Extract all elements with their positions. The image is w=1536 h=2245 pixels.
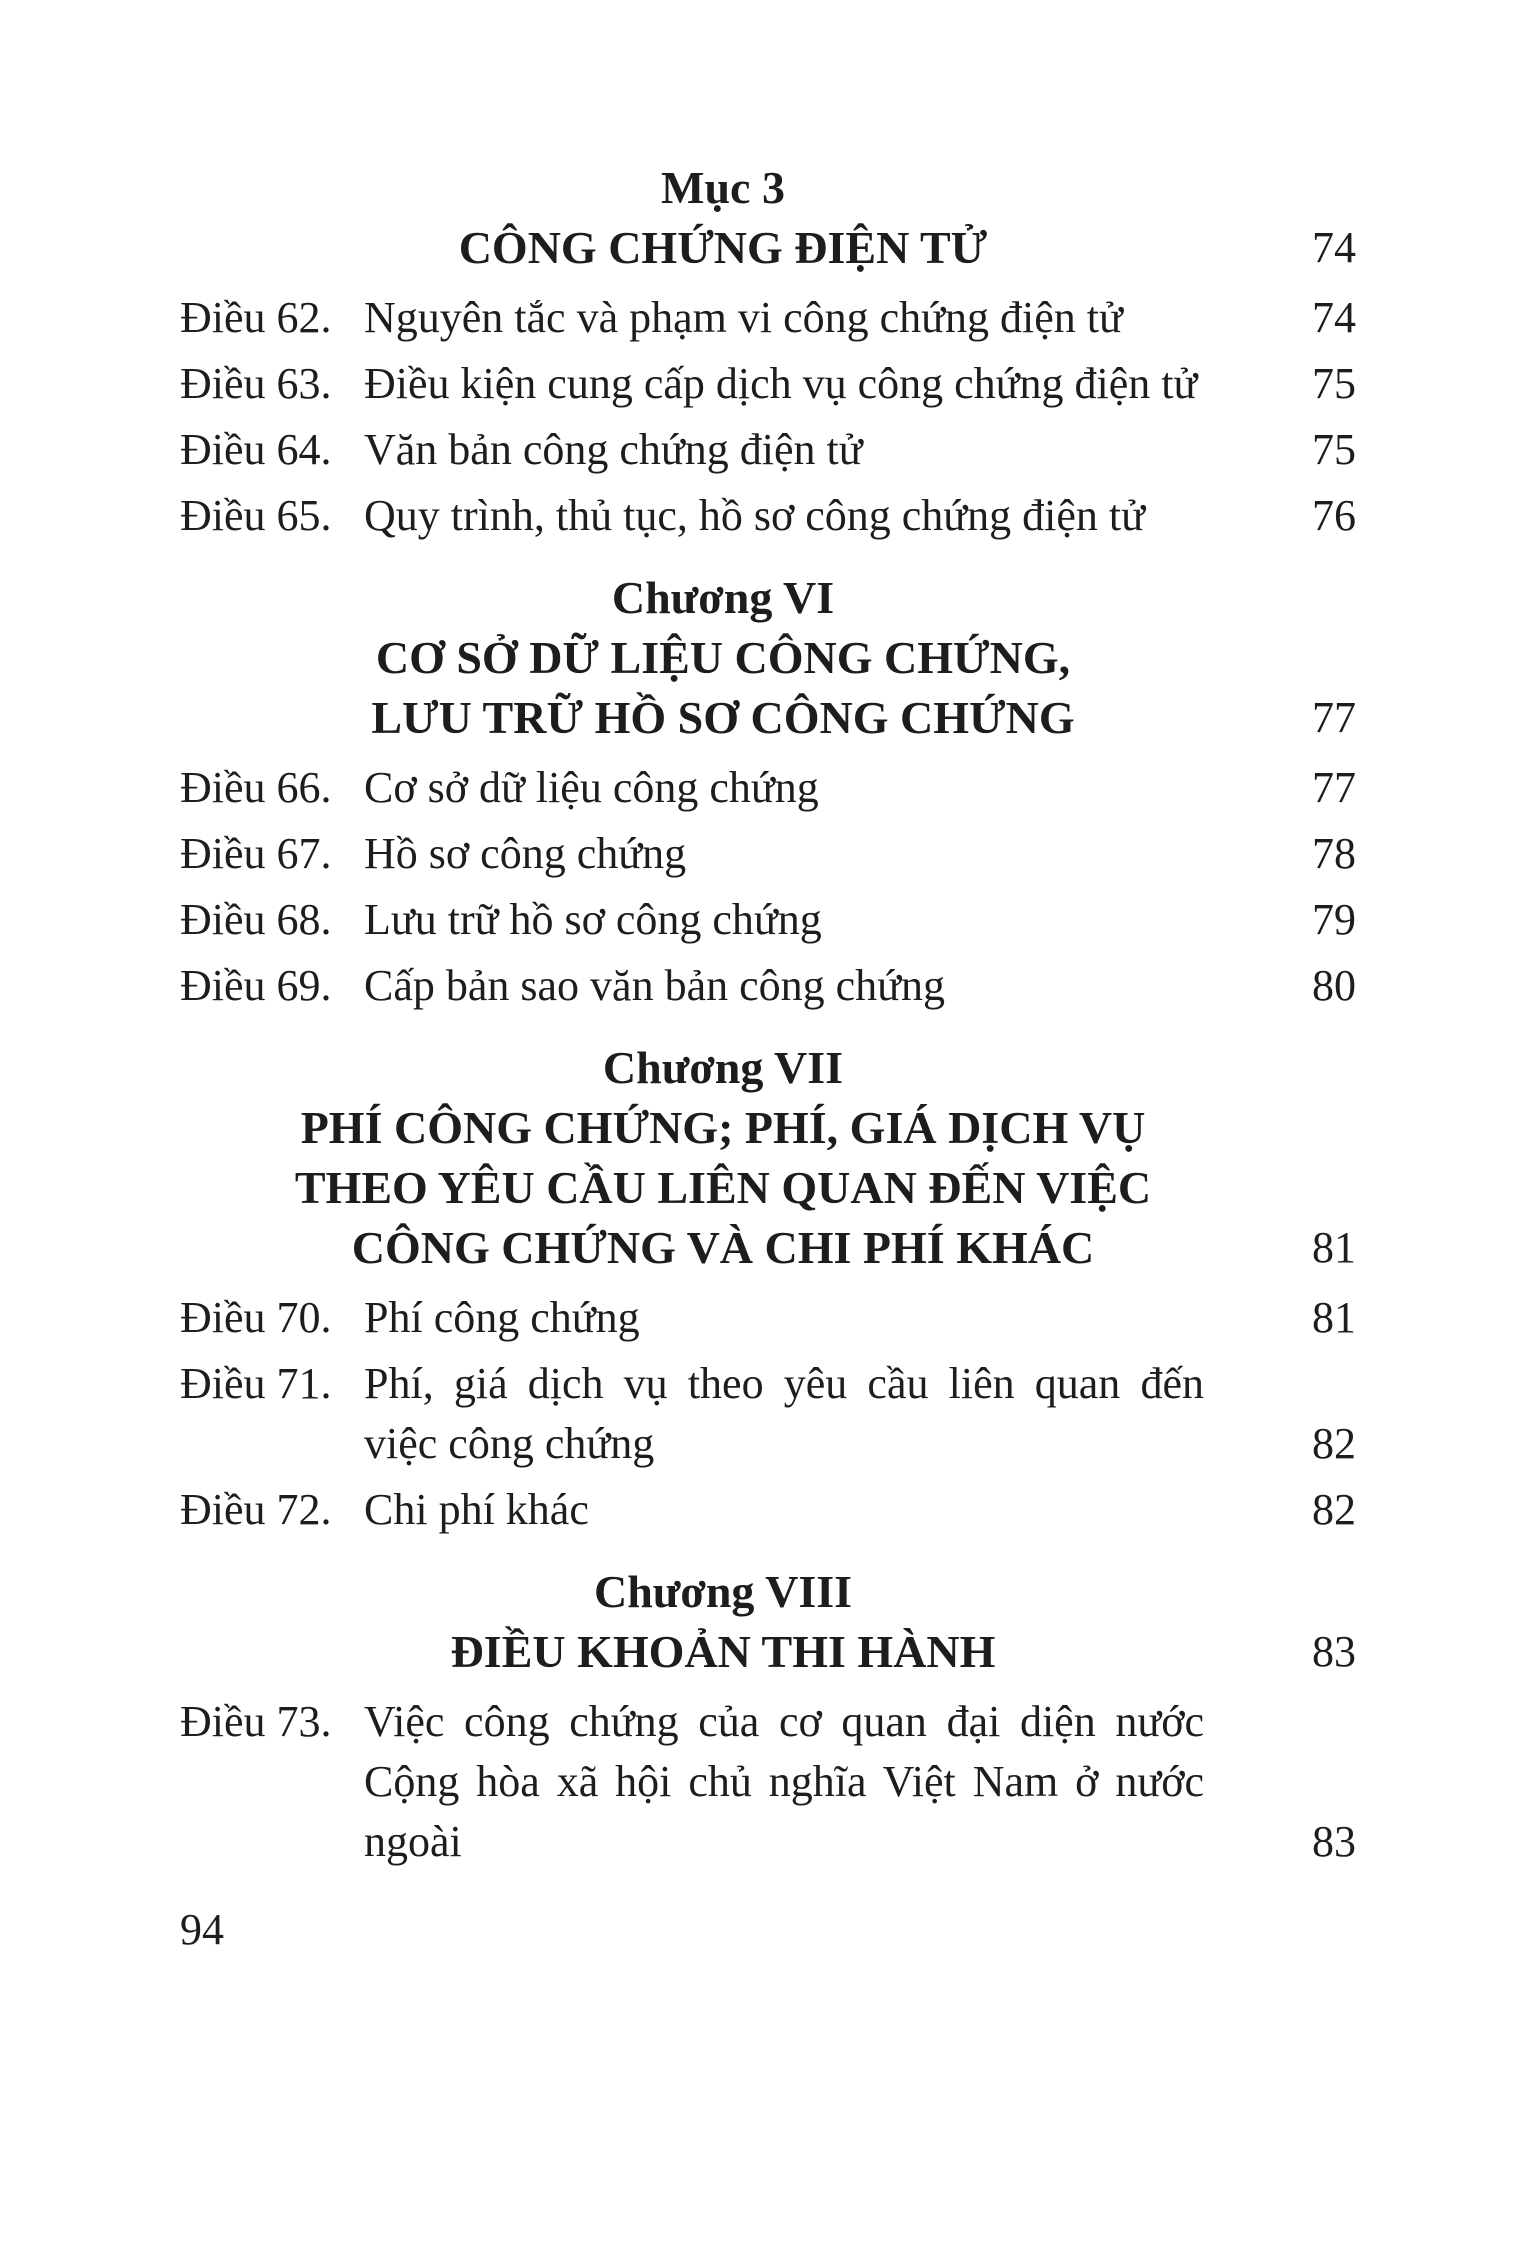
- section-title-line: ĐIỀU KHOẢN THI HÀNH: [450, 1626, 996, 1677]
- entry-page-number: 77: [1312, 763, 1356, 812]
- section-heading: [180, 1622, 1356, 1682]
- section-kicker: Chương VII: [602, 1042, 844, 1093]
- section-title-line: CÔNG CHỨNG ĐIỆN TỬ: [458, 222, 988, 273]
- toc-entry: [180, 1288, 1356, 1348]
- entry-label: Điều 73.: [180, 1697, 332, 1746]
- entry-title: Cơ sở dữ liệu công chứng: [364, 763, 819, 812]
- section-title: [180, 628, 1356, 748]
- entry-title: Phí, giá dịch vụ theo yêu cầu liên quan đến việc công chứng: [364, 1359, 1204, 1468]
- entry-title: Lưu trữ hồ sơ công chứng: [364, 895, 822, 944]
- entry-title: Văn bản công chứng điện tử: [364, 425, 863, 474]
- entry-page-number: 74: [1312, 293, 1356, 342]
- entry-label: Điều 62.: [180, 293, 332, 342]
- section-entries: [180, 1288, 1356, 1540]
- toc-entry: [180, 354, 1356, 414]
- entry-label: Điều 69.: [180, 961, 332, 1010]
- section-kicker: Chương VI: [611, 572, 835, 623]
- section-title-line: THEO YÊU CẦU LIÊN QUAN ĐẾN VIỆC: [294, 1162, 1152, 1213]
- entry-title: Nguyên tắc và phạm vi công chứng điện tử: [364, 293, 1123, 342]
- entry-title: Hồ sơ công chứng: [364, 829, 687, 878]
- entry-title: Cấp bản sao văn bản công chứng: [364, 961, 946, 1010]
- toc-entry: [180, 1480, 1356, 1540]
- section-title: [180, 1622, 1356, 1682]
- section-page-number: 81: [1312, 1223, 1356, 1272]
- toc-section: [180, 158, 1356, 546]
- section-entries: [180, 1692, 1356, 1872]
- entry-label: Điều 64.: [180, 425, 332, 474]
- section-page-number: 77: [1312, 693, 1356, 742]
- entry-label: Điều 63.: [180, 359, 332, 408]
- entry-page-number: 75: [1312, 425, 1356, 474]
- entry-title: Chi phí khác: [364, 1485, 589, 1534]
- entry-label: Điều 66.: [180, 763, 332, 812]
- section-title-line: CƠ SỞ DỮ LIỆU CÔNG CHỨNG,: [375, 632, 1071, 683]
- entry-page-number: 80: [1312, 961, 1356, 1010]
- toc-section: [180, 568, 1356, 1016]
- entry-label: Điều 68.: [180, 895, 332, 944]
- entry-title: Việc công chứng của cơ quan đại diện nước Cộng hòa xã hội chủ nghĩa Việt Nam ở nước ngoài: [364, 1697, 1204, 1866]
- entry-title: Phí công chứng: [364, 1293, 640, 1342]
- section-heading: [180, 628, 1356, 748]
- entry-page-number: 75: [1312, 359, 1356, 408]
- section-title-line: LƯU TRỮ HỒ SƠ CÔNG CHỨNG: [371, 692, 1075, 743]
- toc-entry: [180, 288, 1356, 348]
- section-page-number: 83: [1312, 1627, 1356, 1676]
- entry-page-number: 78: [1312, 829, 1356, 878]
- table-of-contents: [180, 158, 1356, 1960]
- entry-page-number: 79: [1312, 895, 1356, 944]
- page-number-footer: 94: [180, 1905, 224, 1954]
- section-entries: [180, 758, 1356, 1016]
- toc-section: [180, 1562, 1356, 1872]
- entry-page-number: 81: [1312, 1293, 1356, 1342]
- section-heading: [180, 1098, 1356, 1278]
- entry-title: Điều kiện cung cấp dịch vụ công chứng điện tử: [364, 359, 1198, 408]
- entry-label: Điều 65.: [180, 491, 332, 540]
- toc-entry: [180, 956, 1356, 1016]
- section-kicker: Chương VIII: [593, 1566, 853, 1617]
- toc-entry: [180, 420, 1356, 480]
- entry-title: Quy trình, thủ tục, hồ sơ công chứng điện tử: [364, 491, 1145, 540]
- section-entries: [180, 288, 1356, 546]
- section-title-line: PHÍ CÔNG CHỨNG; PHÍ, GIÁ DỊCH VỤ: [300, 1102, 1146, 1153]
- entry-page-number: 83: [1312, 1817, 1356, 1866]
- section-page-number: 74: [1312, 223, 1356, 272]
- toc-entry: [180, 1692, 1356, 1872]
- toc-entry: [180, 486, 1356, 546]
- toc-entry: [180, 1354, 1356, 1474]
- entry-label: Điều 70.: [180, 1293, 332, 1342]
- entry-page-number: 82: [1312, 1419, 1356, 1468]
- entry-label: Điều 72.: [180, 1485, 332, 1534]
- entry-page-number: 82: [1312, 1485, 1356, 1534]
- entry-label: Điều 71.: [180, 1359, 332, 1408]
- toc-entry: [180, 890, 1356, 950]
- section-title-line: CÔNG CHỨNG VÀ CHI PHÍ KHÁC: [351, 1222, 1095, 1273]
- entry-page-number: 76: [1312, 491, 1356, 540]
- section-title: [180, 1098, 1356, 1278]
- section-title: [180, 218, 1356, 278]
- toc-entry: [180, 758, 1356, 818]
- toc-section: [180, 1038, 1356, 1540]
- section-heading: [180, 218, 1356, 278]
- toc-entry: [180, 824, 1356, 884]
- entry-label: Điều 67.: [180, 829, 332, 878]
- section-kicker: Mục 3: [661, 162, 785, 213]
